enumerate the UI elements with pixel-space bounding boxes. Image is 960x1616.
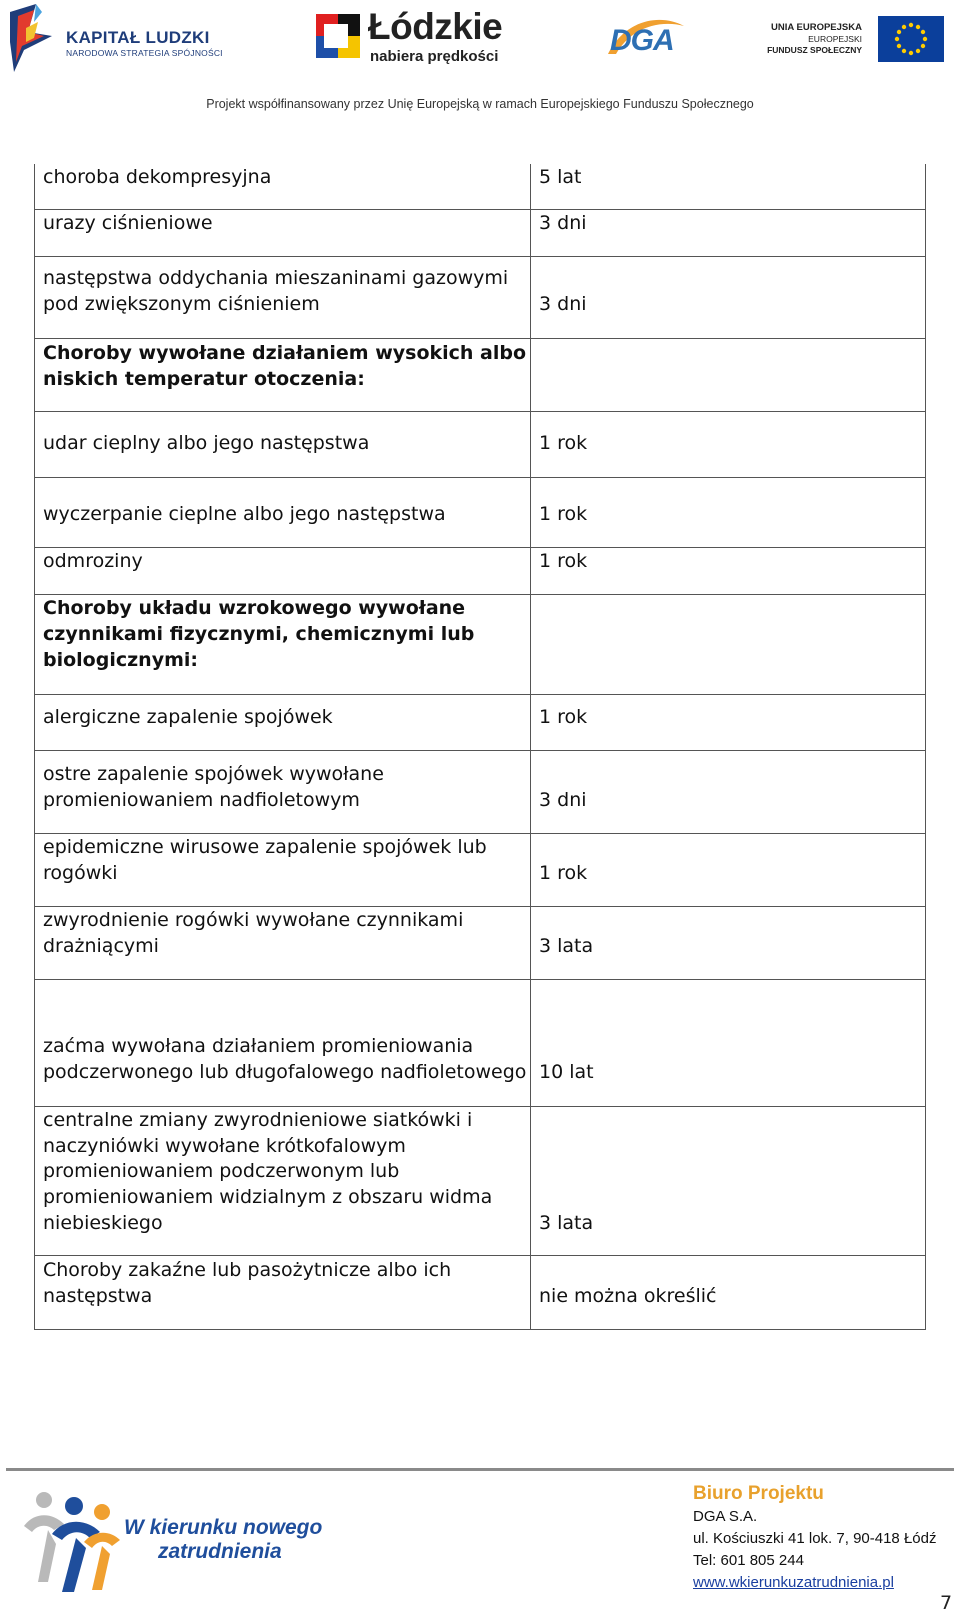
table-row [35,478,926,548]
period-cell [531,695,926,750]
period-cell [531,548,926,594]
disease-text: podczerwonego lub długofalowego nadfioletowego [43,1061,527,1083]
period-text: 1 rok [539,432,588,454]
table-row [35,980,926,1107]
disease-text: następstwa oddychania mieszaninami gazowymi [43,267,509,289]
table-row [35,907,926,980]
page-number: 7 [940,1592,953,1614]
period-text: 1 rok [539,706,588,728]
disease-text: promieniowaniem widzialnym z obszaru widma [43,1186,493,1208]
kapital-ludzki-logo [6,2,231,74]
disease-category-cell [35,595,531,694]
table-row [35,210,926,257]
period-cell [531,478,926,547]
period-cell [531,1107,926,1255]
eu-line-1: UNIA EUROPEJSKA [771,22,862,33]
disease-cell [35,1107,531,1255]
cofinancing-note: Projekt współfinansowany przez Unię Europejską w ramach Europejskiego Funduszu Społecznego [206,97,754,111]
disease-text: centralne zmiany zwyrodnieniowe siatkówki i [43,1109,473,1131]
period-text: 3 lata [539,1212,594,1234]
eu-line-3: FUNDUSZ SPOŁECZNY [767,45,862,55]
disease-text: alergiczne zapalenie spojówek [43,706,333,728]
project-logo [10,1478,340,1598]
disease-text: urazy ciśnieniowe [43,212,213,234]
disease-cell [35,164,531,209]
period-text: 5 lat [539,166,582,188]
kapital-ludzki-subtitle: NARODOWA STRATEGIA SPÓJNOŚCI [66,48,223,58]
period-text: 3 dni [539,293,587,315]
disease-text: następstwa [43,1285,153,1307]
period-text: nie można określić [539,1285,717,1307]
lodzkie-title: Łódzkie [368,6,503,47]
disease-text: zaćma wywołana działaniem promieniowania [43,1035,474,1057]
disease-category-text: Choroby układu wzrokowego wywołane [43,597,466,619]
period-cell [531,907,926,979]
table-row [35,595,926,695]
disease-text: odmroziny [43,550,143,572]
period-cell [531,834,926,906]
project-office-info [693,1482,936,1594]
office-website-link[interactable]: www.wkierunkuzatrudnienia.pl [693,1574,894,1591]
disease-cell [35,751,531,833]
period-cell [531,980,926,1106]
disease-category-text: Choroby wywołane działaniem wysokich albo [43,342,527,364]
disease-text: wyczerpanie cieplne albo jego następstwa [43,503,446,525]
disease-text: zwyrodnienie rogówki wywołane czynnikami [43,909,464,931]
disease-category-text: biologicznymi: [43,649,198,671]
period-cell [531,339,926,411]
disease-text: promieniowaniem nadfioletowym [43,789,360,811]
disease-text: pod zwiększonym ciśnieniem [43,293,320,315]
table-row [35,751,926,834]
slogan-line-1: W kierunku nowego [124,1516,323,1539]
occupational-diseases-table [34,164,926,1330]
table-row [35,257,926,339]
period-cell [531,751,926,833]
period-cell [531,412,926,477]
disease-cell [35,210,531,256]
table-row [35,1256,926,1330]
office-company: DGA S.A. [693,1508,758,1525]
table-row [35,695,926,751]
kapital-ludzki-star-icon [6,2,62,74]
eu-flag-icon [878,16,944,62]
disease-cell [35,412,531,477]
disease-cell [35,695,531,750]
disease-cell [35,907,531,979]
footer-divider [6,1468,954,1471]
dga-logo-text: DGA [610,24,674,57]
page-header [0,0,960,120]
disease-cell [35,548,531,594]
period-cell [531,210,926,256]
period-text: 3 lata [539,935,594,957]
period-text: 1 rok [539,503,588,525]
period-text: 10 lat [539,1061,594,1083]
disease-cell [35,1256,531,1329]
lodzkie-subtitle: nabiera prędkości [370,48,499,65]
disease-text: niebieskiego [43,1212,163,1234]
eu-logo [767,14,944,64]
period-cell [531,257,926,338]
period-cell [531,1256,926,1329]
eu-line-2: EUROPEJSKI [808,34,862,44]
dga-logo [602,14,688,64]
disease-text: Choroby zakaźne lub pasożytnicze albo ich [43,1259,452,1281]
table-row [35,548,926,595]
office-address: ul. Kościuszki 41 lok. 7, 90-418 Łódź [693,1530,937,1547]
disease-cell [35,980,531,1106]
disease-category-text: niskich temperatur otoczenia: [43,368,365,390]
period-text: 3 dni [539,212,587,234]
kapital-ludzki-title: KAPITAŁ LUDZKI [66,28,210,47]
disease-text: rogówki [43,862,118,884]
disease-text: choroba dekompresyjna [43,166,272,188]
lodzkie-logo [316,6,516,72]
slogan-line-2: zatrudnienia [158,1540,282,1563]
disease-text: drażniącymi [43,935,159,957]
lodzkie-squares-icon [316,14,362,70]
table-row [35,1107,926,1256]
period-text: 1 rok [539,550,588,572]
disease-category-text: czynnikami fizycznymi, chemicznymi lub [43,623,475,645]
disease-cell [35,257,531,338]
office-phone: Tel: 601 805 244 [693,1552,804,1569]
disease-text: epidemiczne wirusowe zapalenie spojówek lub [43,836,487,858]
table-row [35,412,926,478]
disease-cell [35,478,531,547]
people-figures-icon [14,1486,126,1596]
period-text: 1 rok [539,862,588,884]
period-text: 3 dni [539,789,587,811]
period-cell [531,595,926,694]
office-title: Biuro Projektu [693,1483,824,1504]
disease-category-cell [35,339,531,411]
period-cell [531,164,926,209]
table-row [35,164,926,210]
disease-text: naczyniówki wywołane krótkofalowym [43,1135,406,1157]
disease-text: promieniowaniem podczerwonym lub [43,1160,400,1182]
table-row [35,834,926,907]
disease-text: udar cieplny albo jego następstwa [43,432,370,454]
disease-text: ostre zapalenie spojówek wywołane [43,763,384,785]
table-row [35,339,926,412]
disease-cell [35,834,531,906]
